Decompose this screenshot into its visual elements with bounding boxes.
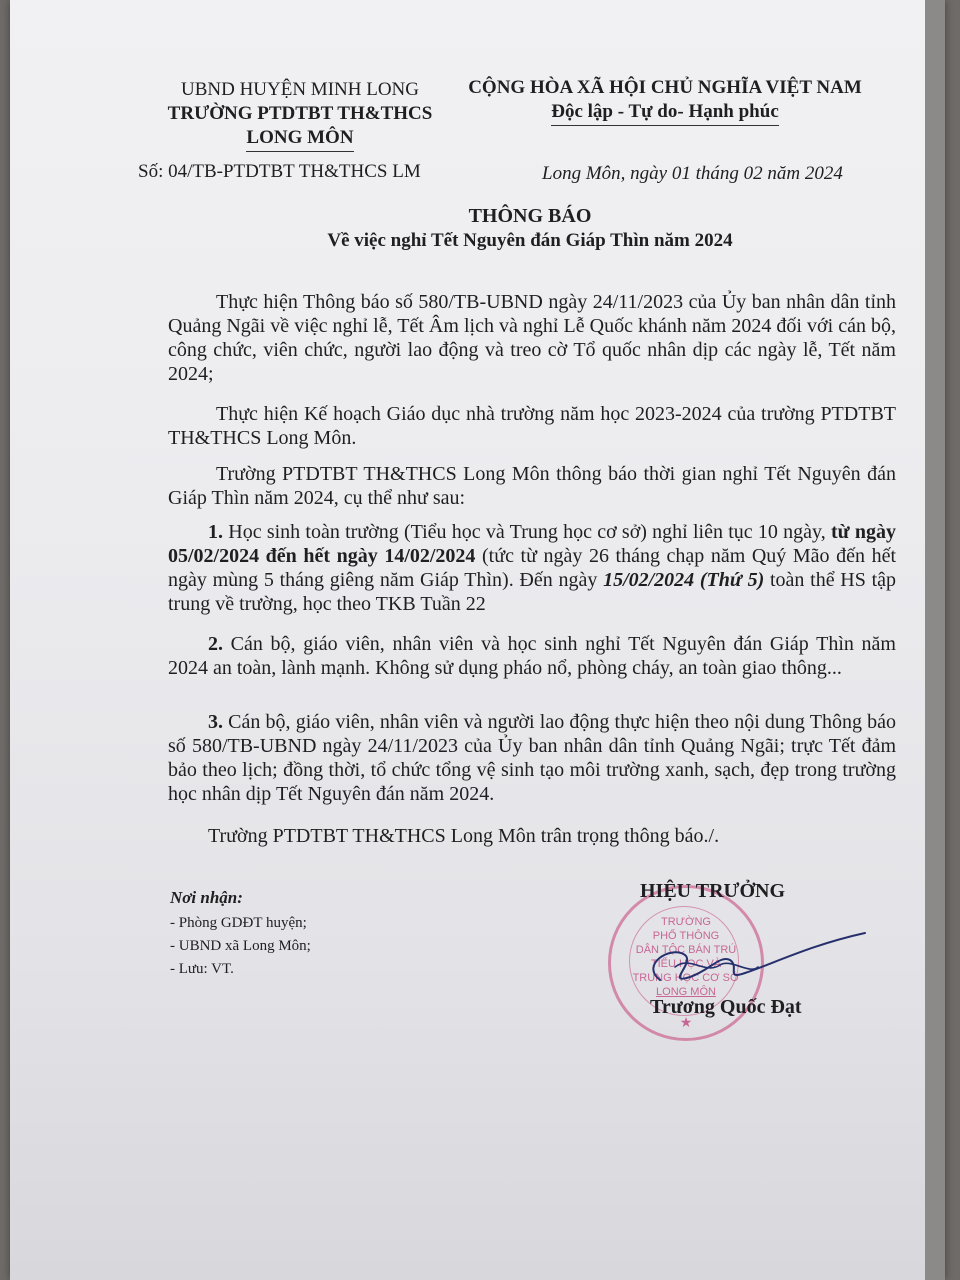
paragraph-1-text: Thực hiện Thông báo số 580/TB-UBND ngày 24/11/2023 của Ủy ban nhân dân tỉnh Quảng Ngãi về việc nghỉ lễ, Tết Âm lịch và nghỉ Lễ Quốc khánh năm 2024 đối với cán bộ, công chức, viên chức, người lao động và treo cờ Tổ quốc nhân dịp các ngày lễ, Tết năm 2024; (168, 291, 896, 385)
stamp-line: LONG MÔN (656, 986, 716, 998)
item-1-text-c: (tức từ ngày 26 tháng chạp năm Quý Mão đến hết ngày mùng 5 tháng giêng năm Giáp Thìn). Đến ngày (168, 545, 896, 591)
stamp-line: DÂN TỘC BÁN TRÚ (635, 944, 737, 956)
item-3 (168, 710, 896, 806)
page-edge-shadow (925, 0, 945, 1280)
school-name-line1: TRƯỜNG PTDTBT TH&THCS (167, 103, 433, 124)
date-line: Long Môn, ngày 01 tháng 02 năm 2024 (542, 163, 843, 184)
stamp-line: TRƯỜNG (661, 916, 711, 928)
recipient-item: - UBND xã Long Môn; (170, 938, 311, 954)
document-number: Số: 04/TB-PTDTBT TH&THCS LM (138, 161, 421, 182)
nation-name: CỘNG HÒA XÃ HỘI CHỦ NGHĨA VIỆT NAM (468, 77, 862, 98)
stamp-line: TRUNG HỌC CƠ SỞ (632, 972, 740, 984)
item-1-return-date: 15/02/2024 (Thứ 5) (603, 569, 765, 591)
stamp-star-icon: ★ (679, 1014, 693, 1030)
paragraph-1 (168, 290, 896, 386)
notice-subtitle: Về việc nghỉ Tết Nguyên đán Giáp Thìn năm 2024 (327, 230, 733, 251)
item-1-text-e: toàn thể HS tập trung về trường, học theo TKB Tuần 22 (168, 569, 897, 615)
agency-name: UBND HUYỆN MINH LONG (180, 79, 419, 100)
paragraph-3-text: Trường PTDTBT TH&THCS Long Môn thông báo thời gian nghỉ Tết Nguyên đán Giáp Thìn năm 2024, cụ thể như sau: (168, 463, 896, 509)
item-2 (168, 632, 896, 680)
school-name-line2: LONG MÔN (246, 126, 353, 152)
paragraph-2 (168, 402, 896, 450)
recipient-item: - Phòng GDĐT huyện; (170, 915, 307, 931)
item-3-number: 3. (208, 711, 223, 733)
paragraph-2-text: Thực hiện Kế hoạch Giáo dục nhà trường năm học 2023-2024 của trường PTDTBT TH&THCS Long Môn. (168, 403, 896, 449)
recipient-item: - Lưu: VT. (170, 961, 234, 977)
handwritten-signature (630, 925, 870, 1005)
item-1-dates: từ ngày 05/02/2024 đến hết ngày 14/02/2024 (168, 521, 896, 567)
item-1-text-a: Học sinh toàn trường (Tiểu học và Trung học cơ sở) nghỉ liên tục 10 ngày, (228, 521, 826, 543)
nation-block (450, 76, 880, 126)
item-1 (168, 520, 896, 616)
closing-text: Trường PTDTBT TH&THCS Long Môn trân trọng thông báo./. (208, 825, 720, 847)
recipients-label: Nơi nhận: (170, 888, 243, 907)
recipients-list (170, 912, 311, 981)
closing (168, 824, 896, 848)
stamp-line: TIỂU HỌC VÀ (650, 958, 722, 970)
item-1-number: 1. (208, 521, 223, 543)
recipients-block (170, 888, 311, 981)
agency-block (155, 78, 445, 152)
item-2-text: Cán bộ, giáo viên, nhân viên và học sinh nghỉ Tết Nguyên đán Giáp Thìn năm 2024 an toàn, lành mạnh. Không sử dụng pháo nổ, phòng cháy, an toàn giao thông... (168, 633, 896, 679)
document-page (10, 0, 945, 1280)
notice-title: THÔNG BÁO (468, 205, 592, 227)
item-3-text: Cán bộ, giáo viên, nhân viên và người lao động thực hiện theo nội dung Thông báo số 580/TB-UBND ngày 24/11/2023 của Ủy ban nhân dân tỉnh Quảng Ngãi; trực Tết đảm bảo theo lịch; đồng thời, tổ chức tổng vệ sinh tạo môi trường xanh, sạch, đẹp trong trường học nhân dịp Tết Nguyên đán năm 2024. (168, 711, 896, 805)
item-2-number: 2. (208, 633, 223, 655)
motto: Độc lập - Tự do- Hạnh phúc (551, 100, 779, 126)
signature-role: HIỆU TRƯỞNG (640, 880, 786, 902)
paragraph-3 (168, 462, 896, 510)
stamp-line: PHỔ THÔNG (652, 930, 720, 942)
signer-name: Trương Quốc Đạt (650, 996, 802, 1018)
